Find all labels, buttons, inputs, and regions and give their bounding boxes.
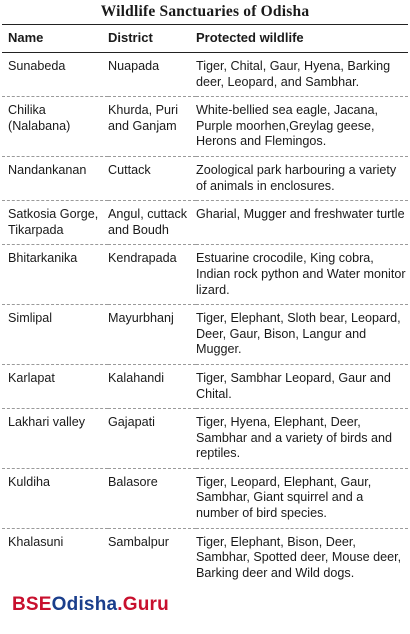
table-row	[2, 364, 408, 408]
cell-district: Nuapada	[108, 53, 196, 97]
cell-district: Khurda, Puri and Ganjam	[108, 97, 196, 157]
cell-wildlife: Tiger, Leopard, Elephant, Gaur, Sambhar, Giant squirrel and a number of bird species.	[196, 468, 408, 528]
cell-name: Lakhari valley	[2, 409, 108, 469]
cell-district: Mayurbhanj	[108, 305, 196, 365]
cell-name: Satkosia Gorge, Tikarpada	[2, 201, 108, 245]
header-name: Name	[2, 25, 108, 53]
cell-district: Kendrapada	[108, 245, 196, 305]
cell-name: Nandankanan	[2, 156, 108, 200]
sanctuaries-table	[2, 24, 408, 587]
watermark-odisha: Odisha	[51, 594, 118, 615]
cell-name: Khalasuni	[8, 534, 64, 549]
cell-district: Gajapati	[108, 409, 196, 469]
table-row	[2, 156, 408, 200]
table-header-row	[2, 25, 408, 53]
table-row	[2, 468, 408, 528]
watermark-guru: .Guru	[117, 594, 169, 615]
cell-district: Balasore	[108, 468, 196, 528]
cell-wildlife: Tiger, Hyena, Elephant, Deer, Sambhar and a variety of birds and reptiles.	[196, 409, 408, 469]
cell-name: Karlapat	[2, 364, 108, 408]
cell-wildlife: Gharial, Mugger and freshwater turtle	[196, 201, 408, 245]
table-row	[2, 53, 408, 97]
table-row	[2, 245, 408, 305]
cell-name: Chilika (Nalabana)	[2, 97, 108, 157]
cell-wildlife: Tiger, Elephant, Sloth bear, Leopard, Deer, Gaur, Bison, Langur and Mugger.	[196, 305, 408, 365]
header-protected-wildlife: Protected wildlife	[196, 25, 408, 53]
cell-wildlife: Zoological park harbouring a variety of animals in enclosures.	[196, 156, 408, 200]
cell-wildlife: Estuarine crocodile, King cobra, Indian rock python and Water monitor lizard.	[196, 245, 408, 305]
cell-district: Cuttack	[108, 156, 196, 200]
header-district: District	[108, 25, 196, 53]
cell-wildlife: Tiger, Sambhar Leopard, Gaur and Chital.	[196, 364, 408, 408]
table-row	[2, 305, 408, 365]
table-row	[2, 528, 408, 587]
cell-name: Simlipal	[2, 305, 108, 365]
cell-wildlife: Tiger, Chital, Gaur, Hyena, Barking deer, Leopard, and Sambhar.	[196, 53, 408, 97]
cell-name: Sunabeda	[2, 53, 108, 97]
cell-wildlife: White-bellied sea eagle, Jacana, Purple moorhen,Greylag geese, Herons and Flemingos.	[196, 97, 408, 157]
cell-district: Angul, cuttack and Boudh	[108, 201, 196, 245]
cell-name: Bhitarkanika	[2, 245, 108, 305]
cell-wildlife: Tiger, Elephant, Bison, Deer, Sambhar, Spotted deer, Mouse deer, Barking deer and Wild dogs.	[196, 534, 402, 580]
table-row	[2, 201, 408, 245]
watermark-logo	[10, 592, 173, 618]
page-title: Wildlife Sanctuaries of Odisha	[100, 3, 310, 20]
cell-district: Sambalpur	[108, 534, 169, 549]
watermark-bse: BSE	[12, 594, 52, 615]
table-row	[2, 409, 408, 469]
cell-name: Kuldiha	[2, 468, 108, 528]
table-row	[2, 97, 408, 157]
cell-district: Kalahandi	[108, 364, 196, 408]
